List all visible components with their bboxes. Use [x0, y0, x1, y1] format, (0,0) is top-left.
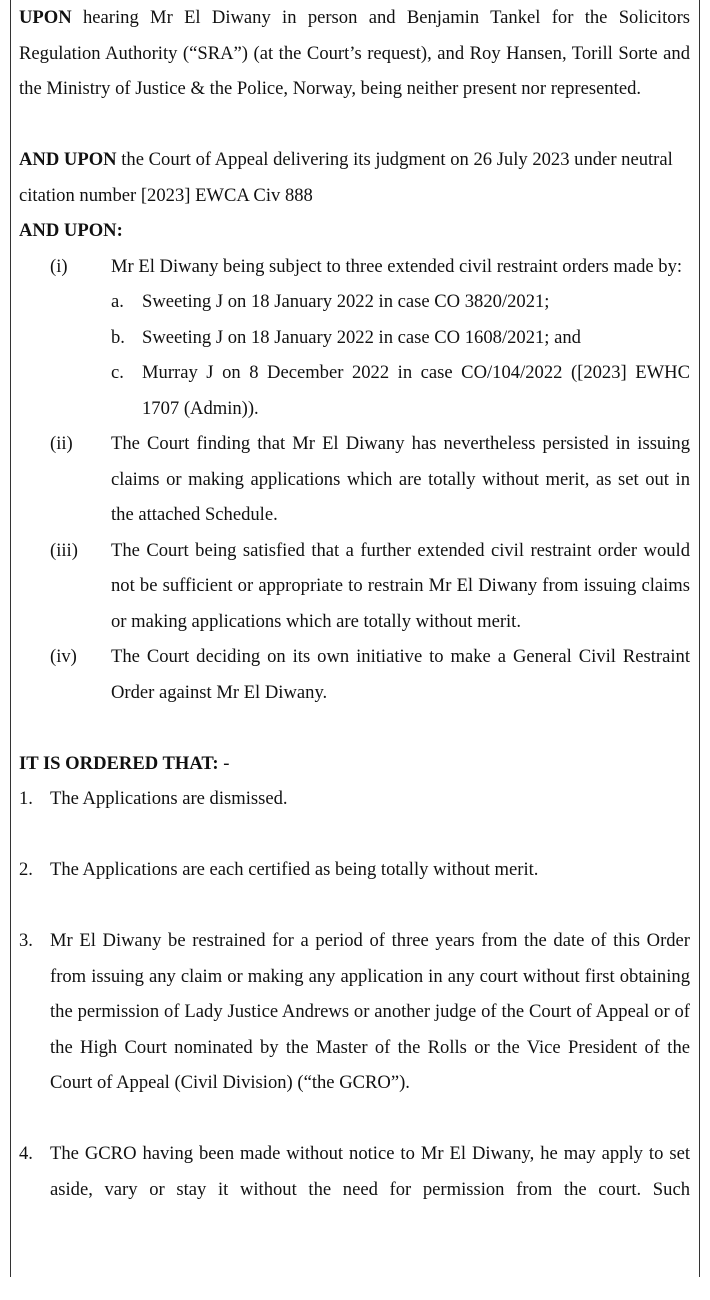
order-item [19, 781, 690, 817]
subitem-letter: c. [111, 362, 124, 383]
recital-text: Mr El Diwany being subject to three extended civil restraint orders made by: [111, 255, 683, 277]
recital-sublist [111, 284, 690, 426]
order-item [19, 852, 690, 888]
subitem-text: Murray J on 8 December 2022 in case CO/104/2022 ([2023] EWHC 1707 (Admin)). [142, 362, 690, 419]
recital-number: (iv) [50, 646, 77, 667]
order-item [19, 1136, 690, 1207]
recital-text: The Court being satisfied that a further extended civil restraint order would not be sufficient or appropriate to restrain Mr El Diwany from issuing claims or making applications which are totally without merit. [111, 539, 690, 632]
subitem-text: Sweeting J on 18 January 2022 in case CO 3820/2021; [142, 291, 550, 312]
order-text: The GCRO having been made without notice to Mr El Diwany, he may apply to set aside, vary or stay it without the need for permission from the court. Such [50, 1143, 690, 1200]
recitals-list [19, 249, 690, 711]
and-upon-label: AND UPON [19, 149, 117, 170]
order-heading-label: IT IS ORDERED THAT: [19, 752, 219, 774]
court-order-page [19, 0, 690, 1207]
upon-label: UPON [19, 7, 72, 28]
upon-paragraph [19, 0, 690, 107]
recital-number: (iii) [50, 539, 78, 561]
subitem-text: Sweeting J on 18 January 2022 in case CO 1608/2021; and [142, 326, 581, 348]
page-border-left [10, 0, 11, 1277]
and-upon-paragraph [19, 142, 690, 213]
recital-text: The Court deciding on its own initiative to make a General Civil Restraint Order against Mr El Diwany. [111, 646, 690, 703]
recital-text: The Court finding that Mr El Diwany has nevertheless persisted in issuing claims or making applications which are totally without merit, as set out in the attached Schedule. [111, 433, 690, 525]
subitem-letter: b. [111, 326, 125, 348]
recital-item [19, 249, 690, 285]
recital-item [19, 426, 690, 533]
recital-subitem [111, 320, 690, 356]
upon-text: hearing Mr El Diwany in person and Benjamin Tankel for the Solicitors Regulation Authority (“SRA”) (at the Court’s request), and Roy Hansen, Torill Sorte and the Ministry of Justice & the Police, Norway, being neither present nor represented. [19, 7, 690, 99]
recital-item [19, 639, 690, 710]
order-text: The Applications are each certified as being totally without merit. [50, 859, 539, 880]
recital-number: (i) [50, 255, 68, 277]
recital-item [19, 533, 690, 640]
order-heading [19, 746, 690, 782]
recital-subitem [111, 284, 690, 320]
order-text: The Applications are dismissed. [50, 788, 288, 809]
order-heading-dash: - [218, 752, 230, 774]
order-list [19, 781, 690, 1207]
order-text: Mr El Diwany be restrained for a period of three years from the date of this Order from issuing any claim or making any application in any court without first obtaining the permission of Lady Justice Andrews or another judge of the Court of Appeal or of the High Court nominated by the Master of the Rolls or the Vice President of the Court of Appeal (Civil Division) (“the GCRO”). [50, 930, 690, 1093]
subitem-letter: a. [111, 291, 124, 312]
order-item [19, 923, 690, 1101]
recital-subitem [111, 355, 690, 426]
and-upon-colon-heading: AND UPON: [19, 220, 123, 241]
order-number: 4. [19, 1143, 33, 1164]
order-number: 3. [19, 930, 33, 951]
order-number: 2. [19, 859, 33, 880]
page-border-right [699, 0, 700, 1277]
and-upon-text: the Court of Appeal delivering its judgment on 26 July 2023 under neutral citation number [2023] EWCA Civ 888 [19, 149, 673, 206]
recital-number: (ii) [50, 433, 73, 454]
order-number: 1. [19, 788, 33, 809]
